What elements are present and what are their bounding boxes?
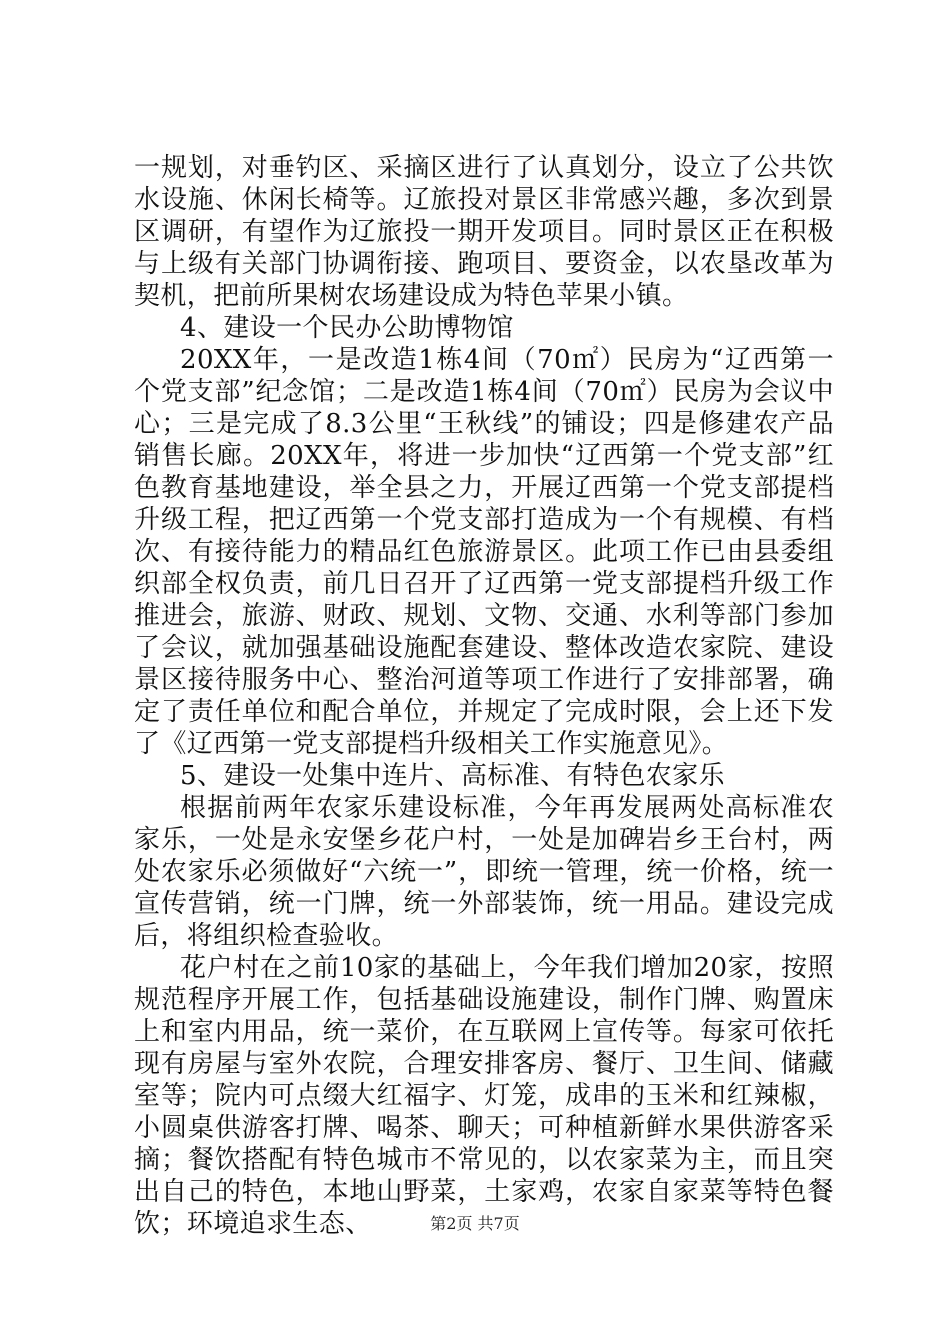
document-body [134, 152, 834, 1240]
heading-museum: 4、建设一个民办公助博物馆 [180, 313, 514, 343]
paragraph-farmhouse-standard: 根据前两年农家乐建设标准，今年再发展两处高标准农家乐，一处是永安堡乡花户村，一处是加碑岩乡王台村，两处农家乐必须做好“六统一”，即统一管理，统一价格，统一宣传营销，统一门牌，统一外部装饰，统一用品。建设完成后，将组织检查验收。 [134, 793, 834, 951]
paragraph-party-branch: 20XX年，一是改造1栋4间（70㎡）民房为“辽西第一个党支部”纪念馆；二是改造1栋4间（70㎡）民房为会议中心；三是完成了8.3公里“王秋线”的铺设；四是修建农产品销售长廊。20XX年，将进一步加快“辽西第一个党支部”红色教育基地建设，举全县之力，开展辽西第一个党支部提档升级工程，把辽西第一个党支部打造成为一个有规模、有档次、有接待能力的精品红色旅游景区。此项工作已由县委组织部全权负责，前几日召开了辽西第一党支部提档升级工作推进会，旅游、财政、规划、文物、交通、水利等部门参加了会议，就加强基础设施配套建设、整体改造农家院、建设景区接待服务中心、整治河道等项工作进行了安排部署，确定了责任单位和配合单位，并规定了完成时限，会上还下发了《辽西第一党支部提档升级相关工作实施意见》。 [134, 345, 834, 759]
paragraph-huahu-village: 花户村在之前10家的基础上，今年我们增加20家，按照规范程序开展工作，包括基础设施建设，制作门牌、购置床上和室内用品，统一菜价，在互联网上宣传等。每家可依托现有房屋与室外农院，合理安排客房、餐厅、卫生间、储藏室等；院内可点缀大红福字、灯笼，成串的玉米和红辣椒，小圆桌供游客打牌、喝茶、聊天；可种植新鲜水果供游客采摘；餐饮搭配有特色城市不常见的，以农家菜为主，而且突出自己的特色，本地山野菜，土家鸡，农家自家菜等特色餐饮；环境追求生态、 [134, 953, 834, 1239]
page-footer: 第2页 共7页 [430, 1214, 520, 1233]
paragraph-scenic-planning: 一规划，对垂钓区、采摘区进行了认真划分，设立了公共饮水设施、休闲长椅等。辽旅投对景区非常感兴趣，多次到景区调研，有望作为辽旅投一期开发项目。同时景区正在积极与上级有关部门协调衔接、跑项目、要资金，以农垦改革为契机，把前所果树农场建设成为特色苹果小镇。 [134, 153, 834, 311]
heading-farmhouse: 5、建设一处集中连片、高标准、有特色农家乐 [180, 761, 725, 791]
